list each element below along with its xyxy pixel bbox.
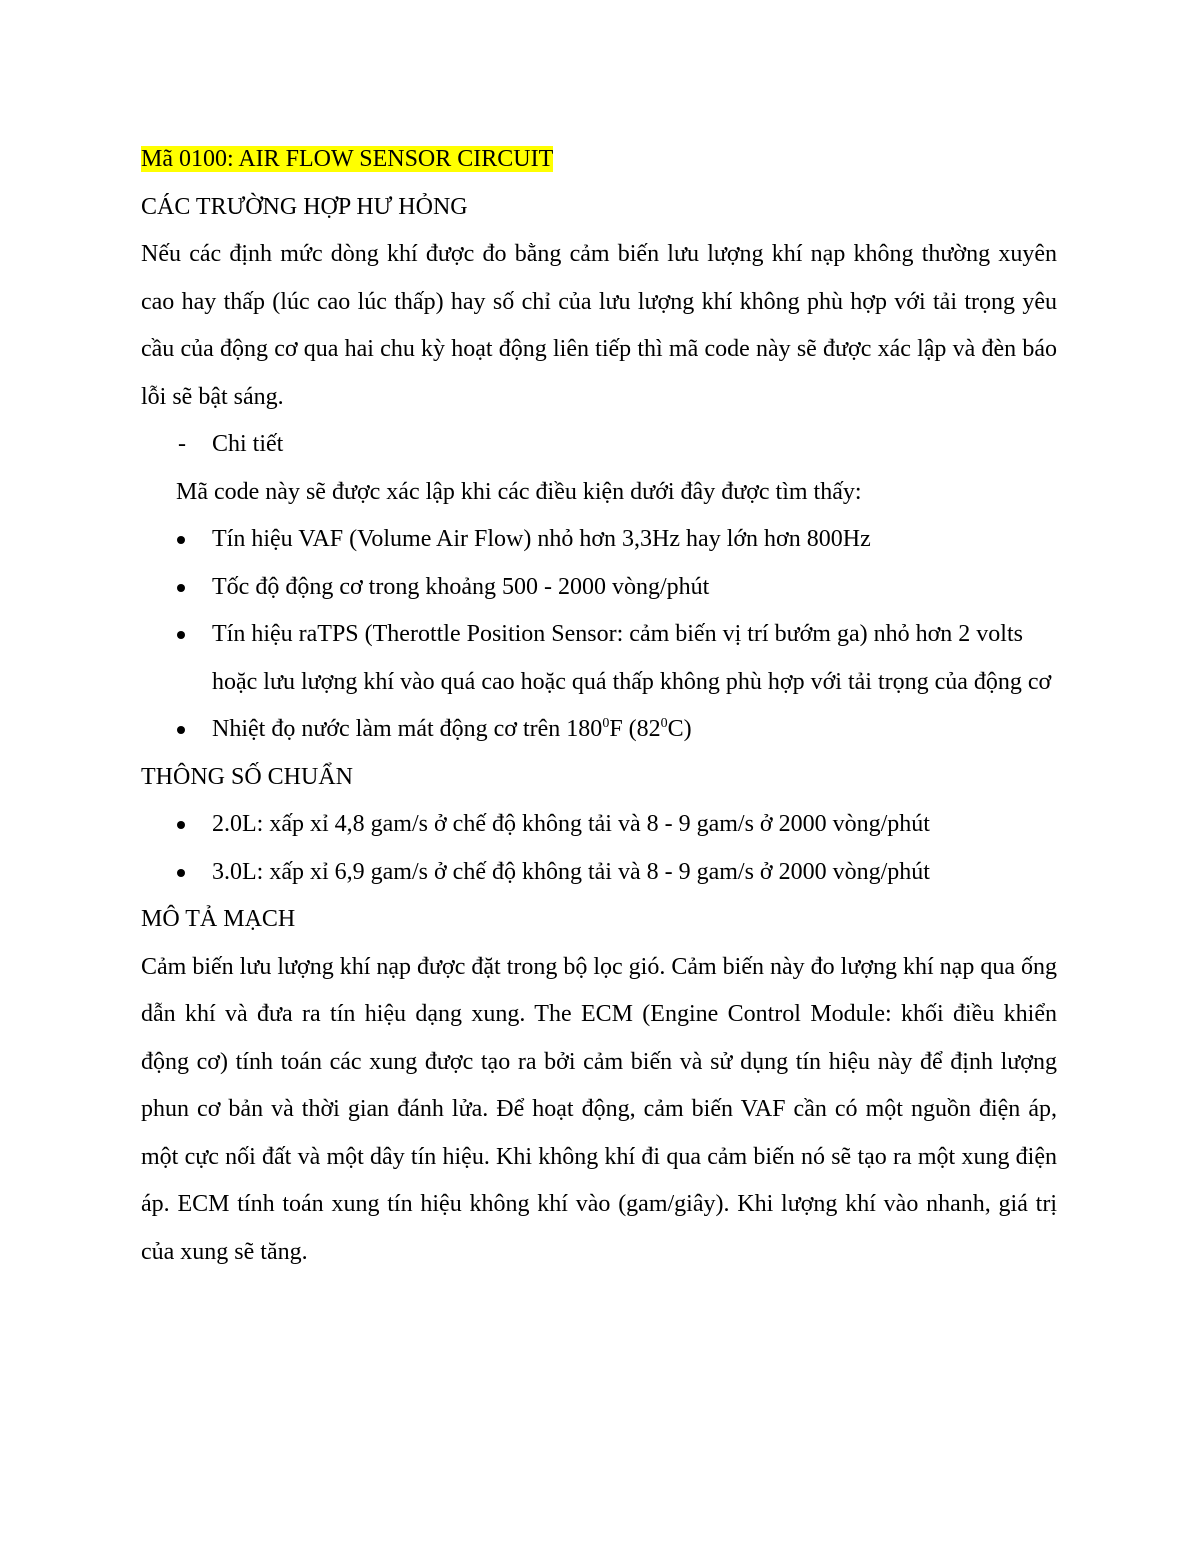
heading-standard-specs: THÔNG SỐ CHUẨN [141,763,354,790]
list-item-text: Tín hiệu VAF (Volume Air Flow) nhỏ hơn 3,3Hz hay lớn hơn 800Hz [212,526,871,552]
dash-item-text: Chi tiết [212,431,284,457]
circuit-description-paragraph: Cảm biến lưu lượng khí nạp được đặt trong bộ lọc gió. Cảm biến này đo lượng khí nạp qua ống dẫn khí và đưa ra tín hiệu dạng xung. The ECM (Engine Control Module: khối điều khiển động cơ) tính toán các xung được tạo ra bởi cảm biến và sử dụng tín hiệu này để định lượng phun cơ bản và thời gian đánh lửa. Để hoạt động, cảm biến VAF cần có một nguồn điện áp, một cực nối đất và một dây tín hiệu. Khi không khí đi qua cảm biến nó sẽ tạo ra một xung điện áp. ECM tính toán xung tín hiệu không khí vào (gam/giây). Khi lượng khí vào nhanh, giá trị của xung sẽ tăng. [141,953,1057,1265]
temperature-item-text [212,706,1057,754]
specs-list [141,801,1057,896]
list-item-text: 3.0L: xấp xỉ 6,9 gam/s ở chế độ không tải và 8 - 9 gam/s ở 2000 vòng/phút [212,858,930,885]
dash-marker: - [178,431,186,457]
bullet-icon [141,706,212,754]
document-page [141,136,1057,1276]
list-item-text: Tín hiệu raTPS (Therottle Position Sensor: cảm biến vị trí bướm ga) nhỏ hơn 2 volts hoặc lưu lượng khí vào quá cao hoặc quá thấp không phù hợp với tải trọng của động cơ [212,621,1052,695]
temp-middle: F (82 [609,716,661,742]
dash-list-item [141,421,1057,469]
title-highlight: Mã 0100: AIR FLOW SENSOR CIRCUIT [141,146,554,172]
heading-failure-cases: CÁC TRƯỜNG HỢP HƯ HỎNG [141,193,468,220]
list-item [141,706,1057,754]
temp-suffix: C) [667,716,692,742]
list-item [141,849,1057,897]
conditions-list [141,516,1057,754]
list-item-text: Tốc độ động cơ trong khoảng 500 - 2000 vòng/phút [212,573,710,600]
degree-superscript: 0 [602,716,610,731]
document-title [141,136,1057,184]
heading-circuit-description: MÔ TẢ MẠCH [141,906,296,932]
bullet-icon [141,516,212,564]
bullet-icon [141,564,212,612]
list-item [141,516,1057,564]
list-item [141,611,1057,706]
degree-superscript: 0 [660,716,668,731]
list-item [141,801,1057,849]
bullet-icon [141,611,212,706]
failure-description-paragraph: Nếu các định mức dòng khí được đo bằng cảm biến lưu lượng khí nạp không thường xuyên cao hay thấp (lúc cao lúc thấp) hay số chỉ của lưu lượng khí không phù hợp với tải trọng yêu cầu của động cơ qua hai chu kỳ hoạt động liên tiếp thì mã code này sẽ được xác lập và đèn báo lỗi sẽ bật sáng. [141,241,1057,410]
temp-prefix: Nhiệt đọ nước làm mát động cơ trên 180 [212,716,603,742]
list-item-text: 2.0L: xấp xỉ 4,8 gam/s ở chế độ không tải và 8 - 9 gam/s ở 2000 vòng/phút [212,811,930,837]
list-item [141,564,1057,612]
conditions-intro: Mã code này sẽ được xác lập khi các điều kiện dưới đây được tìm thấy: [176,478,862,505]
bullet-icon [141,849,212,897]
bullet-icon [141,801,212,849]
